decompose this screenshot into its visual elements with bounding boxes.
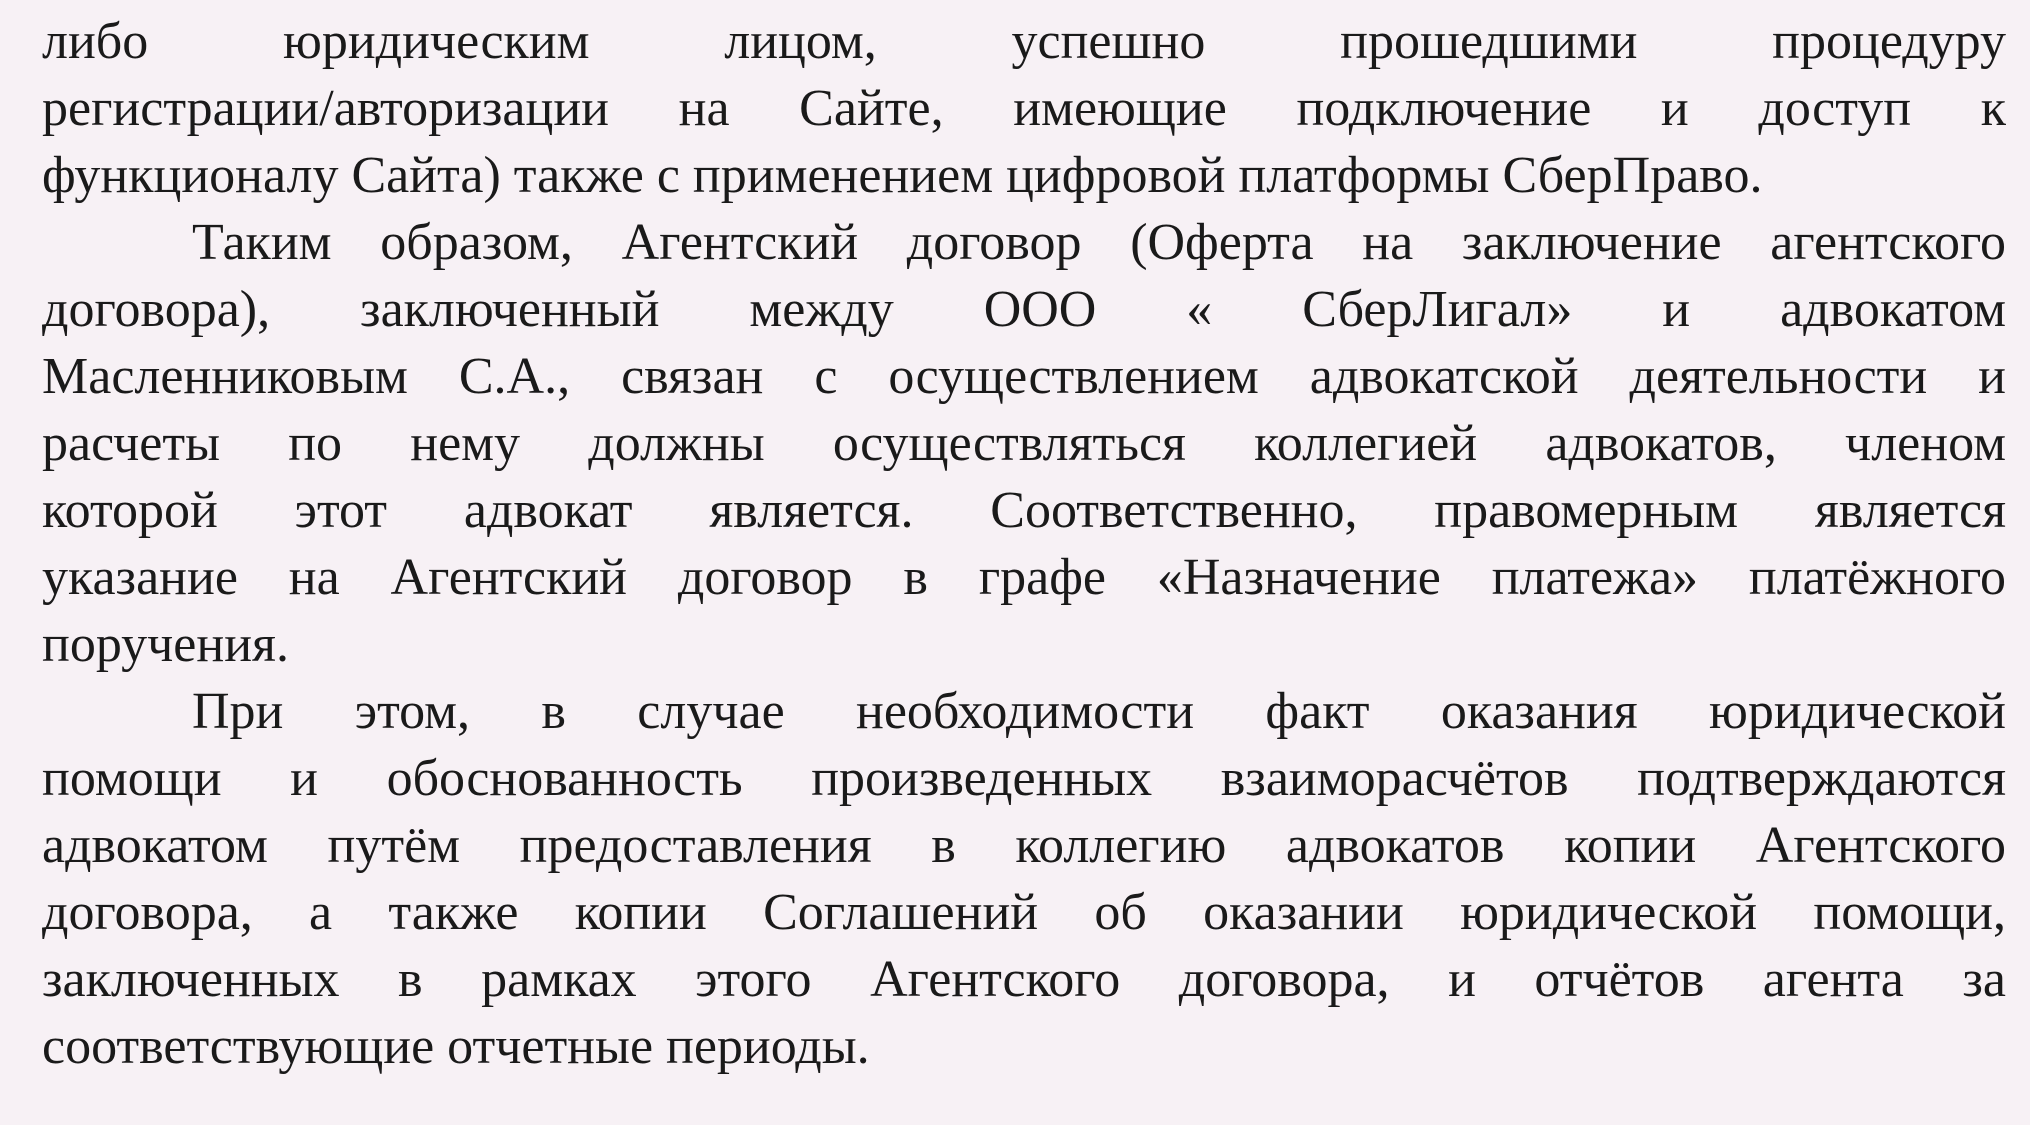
text-line: заключенных в рамках этого Агентского договора, и отчётов агента за (42, 951, 2006, 1008)
paragraph-2 (42, 209, 2006, 678)
text-line: соответствующие отчетные периоды. (42, 1018, 870, 1075)
text-line: указание на Агентский договор в графе «Назначение платежа» платёжного (42, 549, 2006, 606)
text-line: либо юридическим лицом, успешно прошедшими процедуру (42, 13, 2006, 70)
text-line: Масленниковым С.А., связан с осуществлением адвокатской деятельности и (42, 348, 2006, 405)
text-line: помощи и обоснованность произведенных взаиморасчётов подтверждаются (42, 750, 2006, 807)
text-line: При этом, в случае необходимости факт оказания юридической (192, 683, 2006, 740)
text-line: регистрации/авторизации на Сайте, имеющие подключение и доступ к (42, 80, 2006, 137)
text-line: расчеты по нему должны осуществляться коллегией адвокатов, членом (42, 415, 2006, 472)
text-line: которой этот адвокат является. Соответственно, правомерным является (42, 482, 2006, 539)
text-line: Таким образом, Агентский договор (Оферта на заключение агентского (192, 214, 2006, 271)
paragraph-3 (42, 678, 2006, 1080)
text-line: поручения. (42, 616, 289, 673)
text-line: адвокатом путём предоставления в коллегию адвокатов копии Агентского (42, 817, 2006, 874)
text-line: договора), заключенный между ООО « СберЛигал» и адвокатом (42, 281, 2006, 338)
text-line: функционалу Сайта) также с применением цифровой платформы СберПраво. (42, 147, 1763, 204)
paragraph-1 (42, 8, 2006, 209)
text-line: договора, а также копии Соглашений об оказании юридической помощи, (42, 884, 2006, 941)
